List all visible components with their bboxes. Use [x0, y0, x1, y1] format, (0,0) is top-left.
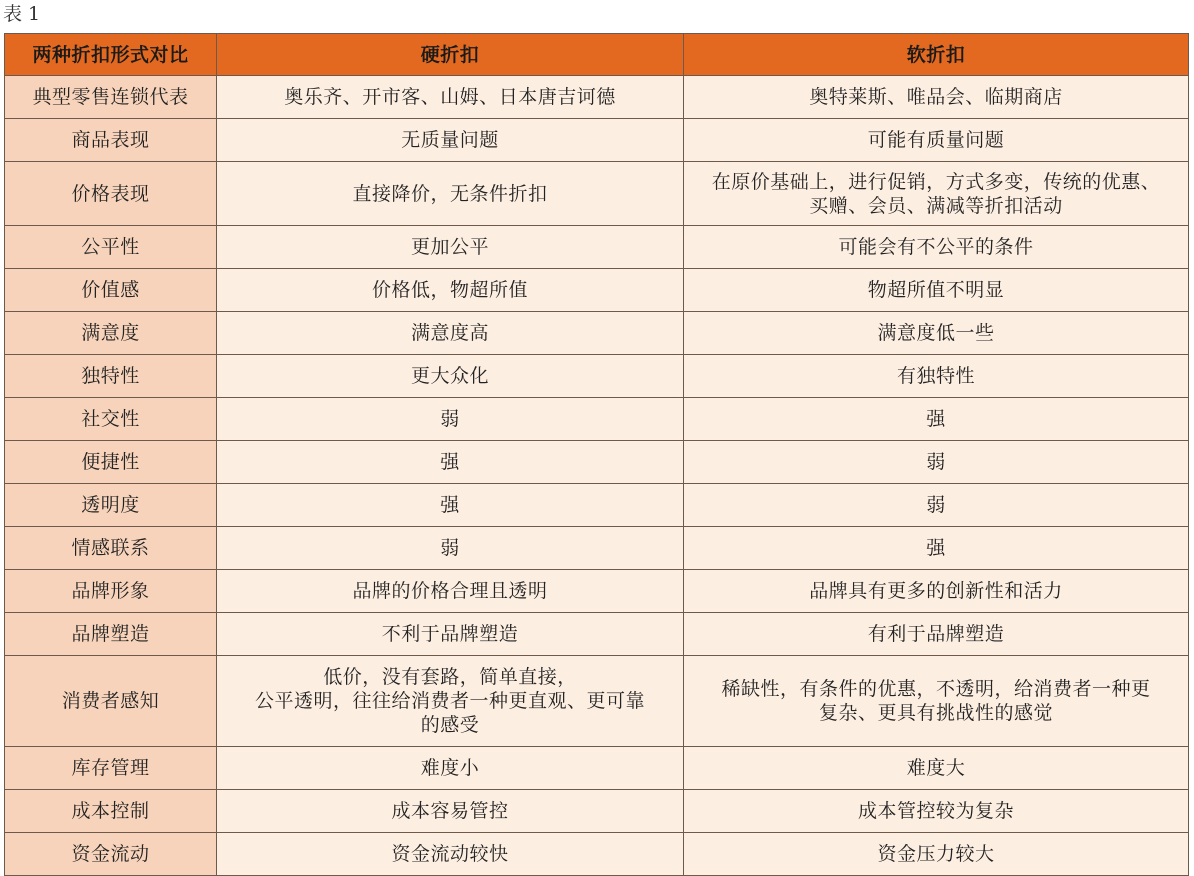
table-row [5, 269, 1189, 312]
hard-discount-cell [217, 656, 684, 747]
table-row [5, 119, 1189, 162]
table-row [5, 162, 1189, 226]
table-row [5, 747, 1189, 790]
table-row [5, 312, 1189, 355]
table-row [5, 76, 1189, 119]
soft-discount-cell [684, 570, 1189, 613]
cell-text-line: 低价，没有套路，简单直接， [323, 666, 577, 688]
cell-text-line: 强 [926, 537, 946, 559]
soft-discount-cell [684, 484, 1189, 527]
soft-discount-cell [684, 226, 1189, 269]
soft-discount-cell [684, 119, 1189, 162]
soft-discount-cell [684, 441, 1189, 484]
row-label: 典型零售连锁代表 [5, 76, 217, 119]
row-label: 商品表现 [5, 119, 217, 162]
cell-text-line: 公平透明，往往给消费者一种更直观、更可靠 [254, 690, 645, 712]
table-row [5, 613, 1189, 656]
cell-text-line: 品牌具有更多的创新性和活力 [809, 580, 1063, 602]
table-row [5, 355, 1189, 398]
cell-text-line: 奥乐齐、开市客、山姆、日本唐吉诃德 [284, 86, 616, 108]
cell-text-line: 难度大 [906, 757, 966, 779]
table-row [5, 226, 1189, 269]
cell-text-line: 弱 [440, 408, 460, 430]
table-row [5, 790, 1189, 833]
comparison-table [4, 33, 1189, 876]
table-header-row [5, 34, 1189, 76]
hard-discount-cell [217, 76, 684, 119]
table-row [5, 441, 1189, 484]
header-hard-discount: 硬折扣 [217, 34, 684, 76]
cell-text-line: 直接降价，无条件折扣 [352, 182, 548, 205]
row-label: 社交性 [5, 398, 217, 441]
hard-discount-cell [217, 269, 684, 312]
soft-discount-cell [684, 398, 1189, 441]
hard-discount-cell [217, 398, 684, 441]
cell-text-line: 满意度高 [410, 322, 489, 344]
cell-text-line: 强 [926, 408, 946, 430]
hard-discount-cell [217, 355, 684, 398]
header-soft-discount: 软折扣 [684, 34, 1189, 76]
row-label: 公平性 [5, 226, 217, 269]
soft-discount-cell [684, 613, 1189, 656]
cell-text-line: 在原价基础上，进行促销，方式多变，传统的优惠、 [711, 170, 1161, 193]
cell-text-line: 可能会有不公平的条件 [838, 236, 1034, 258]
row-label: 成本控制 [5, 790, 217, 833]
row-label: 价格表现 [5, 162, 217, 226]
cell-text-line: 强 [440, 494, 460, 516]
hard-discount-cell [217, 312, 684, 355]
header-comparison: 两种折扣形式对比 [5, 34, 217, 76]
cell-text-line: 复杂、更具有挑战性的感觉 [818, 702, 1053, 724]
hard-discount-cell [217, 226, 684, 269]
cell-text-line: 买赠、会员、满减等折扣活动 [809, 194, 1063, 217]
soft-discount-cell [684, 747, 1189, 790]
soft-discount-cell [684, 312, 1189, 355]
cell-text-line: 满意度低一些 [877, 322, 995, 344]
cell-text-line: 有独特性 [896, 365, 975, 387]
cell-text-line: 弱 [926, 451, 946, 473]
hard-discount-cell [217, 747, 684, 790]
row-label: 便捷性 [5, 441, 217, 484]
hard-discount-cell [217, 484, 684, 527]
cell-text-line: 更大众化 [410, 365, 489, 387]
soft-discount-cell [684, 355, 1189, 398]
hard-discount-cell [217, 613, 684, 656]
row-label: 独特性 [5, 355, 217, 398]
table-body [5, 76, 1189, 876]
cell-text-line: 难度小 [420, 757, 480, 779]
row-label: 资金流动 [5, 833, 217, 876]
cell-text-line: 稀缺性，有条件的优惠，不透明，给消费者一种更 [721, 678, 1151, 700]
soft-discount-cell [684, 269, 1189, 312]
row-label: 满意度 [5, 312, 217, 355]
cell-text-line: 成本管控较为复杂 [857, 800, 1014, 822]
row-label: 品牌形象 [5, 570, 217, 613]
cell-text-line: 品牌的价格合理且透明 [352, 580, 548, 602]
cell-text-line: 价格低，物超所值 [371, 279, 528, 301]
hard-discount-cell [217, 119, 684, 162]
cell-text-line: 物超所值不明显 [867, 279, 1005, 301]
cell-text-line: 资金流动较快 [391, 843, 509, 865]
table-row [5, 527, 1189, 570]
soft-discount-cell [684, 833, 1189, 876]
table-row [5, 570, 1189, 613]
hard-discount-cell [217, 162, 684, 226]
row-label: 品牌塑造 [5, 613, 217, 656]
hard-discount-cell [217, 527, 684, 570]
soft-discount-cell [684, 790, 1189, 833]
row-label: 库存管理 [5, 747, 217, 790]
cell-text-line: 不利于品牌塑造 [381, 623, 519, 645]
cell-text-line: 无质量问题 [401, 129, 499, 151]
table-caption: 表 1 [3, 3, 41, 25]
cell-text-line: 成本容易管控 [391, 800, 509, 822]
row-label: 情感联系 [5, 527, 217, 570]
cell-text-line: 弱 [440, 537, 460, 559]
row-label: 价值感 [5, 269, 217, 312]
soft-discount-cell [684, 162, 1189, 226]
hard-discount-cell [217, 570, 684, 613]
row-label: 消费者感知 [5, 656, 217, 747]
cell-text-line: 的感受 [420, 714, 480, 736]
table-row [5, 484, 1189, 527]
soft-discount-cell [684, 656, 1189, 747]
row-label: 透明度 [5, 484, 217, 527]
table-row [5, 398, 1189, 441]
table-row [5, 656, 1189, 747]
soft-discount-cell [684, 76, 1189, 119]
cell-text-line: 资金压力较大 [877, 843, 995, 865]
table-row [5, 833, 1189, 876]
hard-discount-cell [217, 790, 684, 833]
soft-discount-cell [684, 527, 1189, 570]
cell-text-line: 可能有质量问题 [867, 129, 1005, 151]
cell-text-line: 更加公平 [410, 236, 489, 258]
hard-discount-cell [217, 441, 684, 484]
cell-text-line: 弱 [926, 494, 946, 516]
cell-text-line: 有利于品牌塑造 [867, 623, 1005, 645]
cell-text-line: 奥特莱斯、唯品会、临期商店 [809, 86, 1063, 108]
hard-discount-cell [217, 833, 684, 876]
cell-text-line: 强 [440, 451, 460, 473]
